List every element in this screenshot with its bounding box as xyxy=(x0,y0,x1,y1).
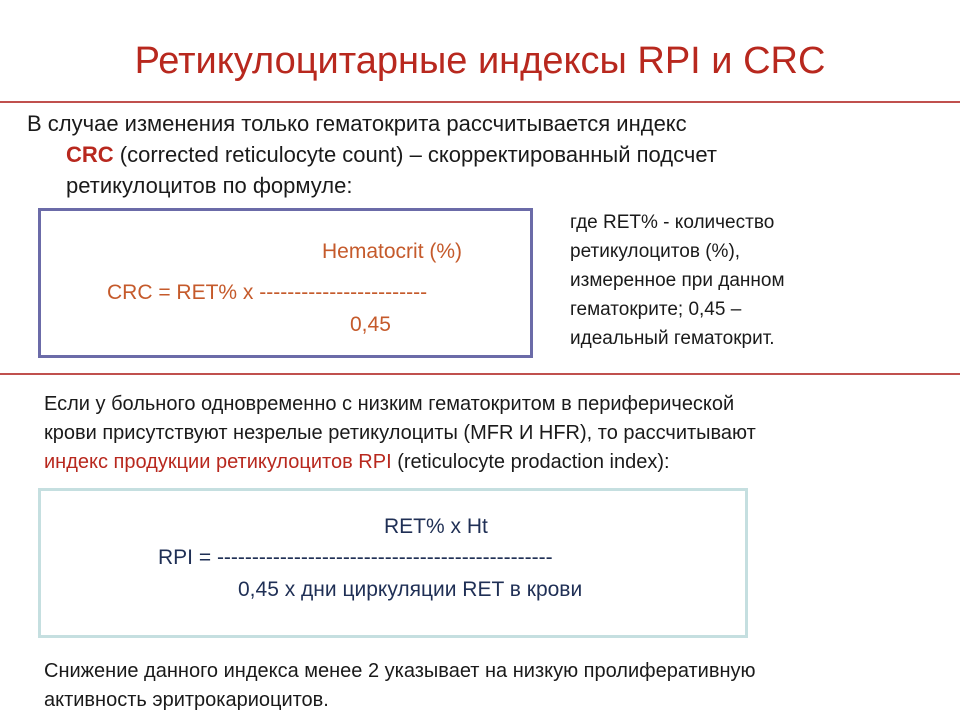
crc-formula-line: CRC = RET% x ------------------------ xyxy=(107,281,428,304)
slide-title: Ретикулоцитарные индексы RPI и CRC xyxy=(134,40,826,82)
rpi-formula-denominator: 0,45 x дни циркуляции RET в крови xyxy=(238,578,583,601)
divider-top xyxy=(0,101,960,103)
crc-formula-denominator: 0,45 xyxy=(350,313,391,336)
divider-middle xyxy=(0,373,960,375)
rpi-formula-numerator: RET% x Ht xyxy=(384,515,488,538)
crc-intro-line-3: ретикулоцитов по формуле: xyxy=(66,173,353,198)
rpi-intro-line-1: Если у больного одновременно с низким гематокритом в периферической xyxy=(44,393,735,415)
crc-note-line-5: идеальный гематокрит. xyxy=(570,328,775,349)
conclusion-line-2: активность эритрокариоцитов. xyxy=(44,689,329,711)
rpi-formula-line: RPI = ------------------------------------------------ xyxy=(158,546,553,569)
crc-intro-line-2-text: (corrected reticulocyte count) – скорректированный подсчет xyxy=(113,142,717,167)
crc-note-line-2: ретикулоцитов (%), xyxy=(570,241,741,262)
crc-note-line-4: гематокрите; 0,45 – xyxy=(570,299,742,320)
crc-abbrev: CRC xyxy=(66,142,114,167)
rpi-term: индекс продукции ретикулоцитов RPI xyxy=(44,451,392,473)
rpi-intro-line-2: крови присутствуют незрелые ретикулоциты (MFR И HFR), то рассчитывают xyxy=(44,422,756,444)
crc-note-line-3: измеренное при данном xyxy=(570,270,785,291)
crc-note-line-1: где RET% - количество xyxy=(570,212,775,233)
crc-intro-line-2 xyxy=(66,139,717,170)
rpi-intro-line-3-text: (reticulocyte prodaction index): xyxy=(391,451,670,473)
rpi-intro-line-3 xyxy=(44,448,670,477)
conclusion-line-1: Снижение данного индекса менее 2 указывает на низкую пролиферативную xyxy=(44,660,756,682)
crc-formula-numerator: Hematocrit (%) xyxy=(322,240,463,263)
crc-intro-line-1: В случае изменения только гематокрита рассчитывается индекс xyxy=(27,111,687,136)
